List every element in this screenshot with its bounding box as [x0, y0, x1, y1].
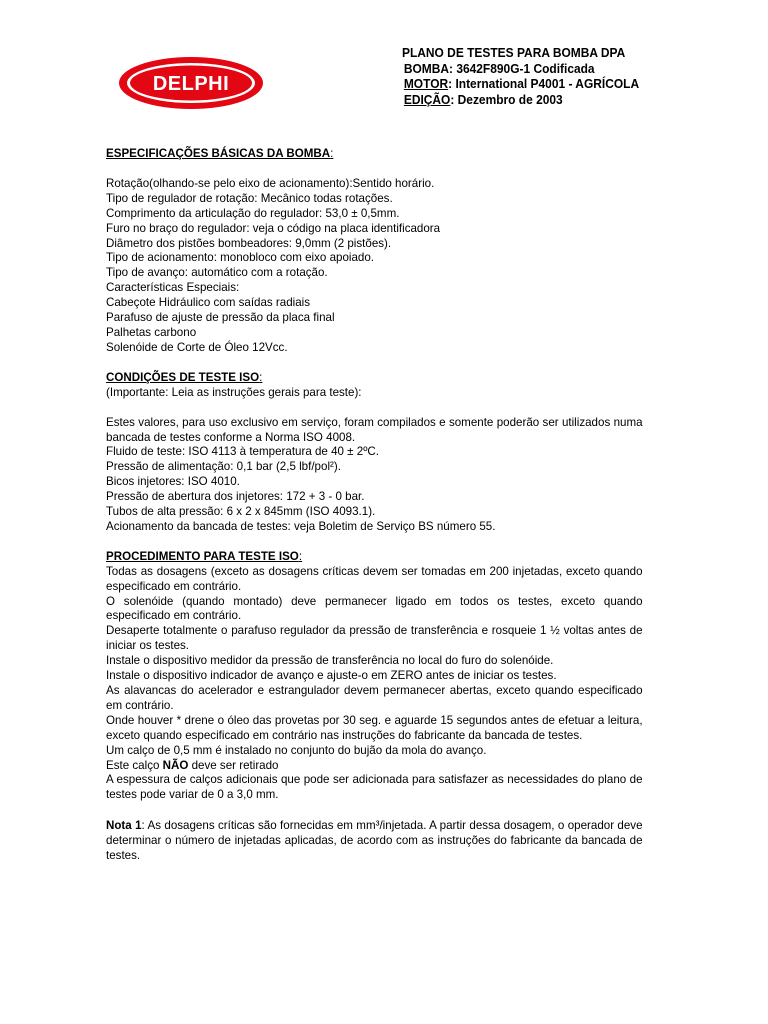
condicoes-intro: Estes valores, para uso exclusivo em serviço, foram compilados e somente poderão ser utilizados numa bancada de testes conforme a Norma ISO 4008.: [106, 414, 643, 444]
spec-line: Parafuso de ajuste de pressão da placa final: [106, 310, 335, 325]
procedimento-paragraph: Todas as dosagens (exceto as dosagens críticas devem ser tomadas em 200 injetadas, exceto quando especificado em contrário.: [106, 563, 643, 593]
spec-line: Tipo de avanço: automático com a rotação.: [106, 265, 328, 280]
procedimento-paragraph: O solenóide (quando montado) deve permanecer ligado em todos os testes, exceto quando especificado em contrário.: [106, 593, 643, 623]
edicao-label: EDIÇÃO: [403, 91, 451, 107]
motor-label: MOTOR: [403, 76, 449, 91]
nota-text: : As dosagens críticas são fornecidas em mm³/injetada. A partir dessa dosagem, o operador deve determinar o número de injetadas aplicadas, de acordo com as instruções do fabricante da bancada de testes.: [106, 818, 643, 863]
procedimento-paragraph: Onde houver * drene o óleo das provetas por 30 seg. e aguarde 15 segundos antes de efetuar a leitura, exceto quando especificado em contrário nas instruções do fabricante da bancada de testes.: [106, 712, 643, 742]
document-title: PLANO DE TESTES PARA BOMBA DPA: [402, 45, 626, 60]
condicoes-line: Pressão de abertura dos injetores: 172 + 3 - 0 bar.: [106, 489, 365, 504]
spec-line: Rotação(olhando-se pelo eixo de acionamento):Sentido horário.: [106, 175, 435, 190]
motor-value: : International P4001 - AGRÍCOLA: [448, 76, 640, 91]
edicao-line: [404, 92, 715, 108]
condicoes-line: Tubos de alta pressão: 6 x 2 x 845mm (ISO 4093.1).: [106, 504, 376, 519]
procedimento-paragraph: Instale o dispositivo indicador de avanço e ajuste-o em ZERO antes de iniciar os testes.: [106, 668, 557, 683]
spec-line: Furo no braço do regulador: veja o código na placa identificadora: [106, 220, 441, 235]
section-especificacoes-heading: ESPECIFICAÇÕES BÁSICAS DA BOMBA:: [106, 146, 334, 160]
spec-line: Comprimento da articulação do regulador: 53,0 ± 0,5mm.: [106, 205, 400, 220]
condicoes-line: Bicos injetores: ISO 4010.: [106, 474, 240, 489]
spec-line: Características Especiais:: [106, 280, 240, 295]
document-header: [402, 45, 715, 107]
nota-label: Nota 1: [106, 818, 142, 833]
nota-1: [106, 818, 643, 863]
spec-line: Diâmetro dos pistões bombeadores: 9,0mm (2 pistões).: [106, 235, 392, 250]
section-condicoes-heading: CONDIÇÕES DE TESTE ISO:: [106, 369, 263, 384]
spec-line: Tipo de acionamento: monobloco com eixo apoiado.: [106, 250, 375, 265]
motor-line: [404, 76, 715, 92]
spec-line: Palhetas carbono: [106, 324, 197, 339]
condicoes-line: Pressão de alimentação: 0,1 bar (2,5 lbf/pol²).: [106, 459, 341, 474]
spec-line: Tipo de regulador de rotação: Mecânico todas rotações.: [106, 190, 393, 205]
procedimento-warning: Este calço NÃO deve ser retirado: [106, 757, 279, 772]
procedimento-paragraph: As alavancas do acelerador e estrangulador devem permanecer abertas, exceto quando especificado em contrário.: [106, 683, 643, 712]
delphi-logo: [118, 56, 264, 110]
logo-text: DELPHI: [152, 73, 230, 95]
procedimento-paragraph: Instale o dispositivo medidor da pressão de transferência no local do furo do solenóide.: [106, 653, 554, 668]
bomba-line: BOMBA: 3642F890G-1 Codificada: [403, 60, 595, 76]
procedimento-last: A espessura de calços adicionais que pode ser adicionada para satisfazer as necessidades do plano de testes pode variar de 0 a 3,0 mm.: [106, 772, 643, 802]
spec-line: Cabeçote Hidráulico com saídas radiais: [106, 295, 311, 310]
edicao-value: : Dezembro de 2003: [450, 91, 563, 107]
condicoes-note: (Importante: Leia as instruções gerais para teste):: [106, 384, 362, 399]
procedimento-paragraph: Desaperte totalmente o parafuso regulador da pressão de transferência e rosqueie 1 ½ voltas antes de iniciar os testes.: [106, 623, 643, 653]
procedimento-paragraph: Um calço de 0,5 mm é instalado no conjunto do bujão da mola do avanço.: [106, 742, 487, 757]
section-procedimento-heading: PROCEDIMENTO PARA TESTE ISO:: [106, 548, 303, 563]
spec-line: Solenóide de Corte de Óleo 12Vcc.: [106, 339, 288, 354]
condicoes-line: Fluido de teste: ISO 4113 à temperatura de 40 ± 2ºC.: [106, 444, 380, 459]
condicoes-line: Acionamento da bancada de testes: veja Boletim de Serviço BS número 55.: [106, 518, 496, 533]
document-body: [106, 146, 643, 863]
